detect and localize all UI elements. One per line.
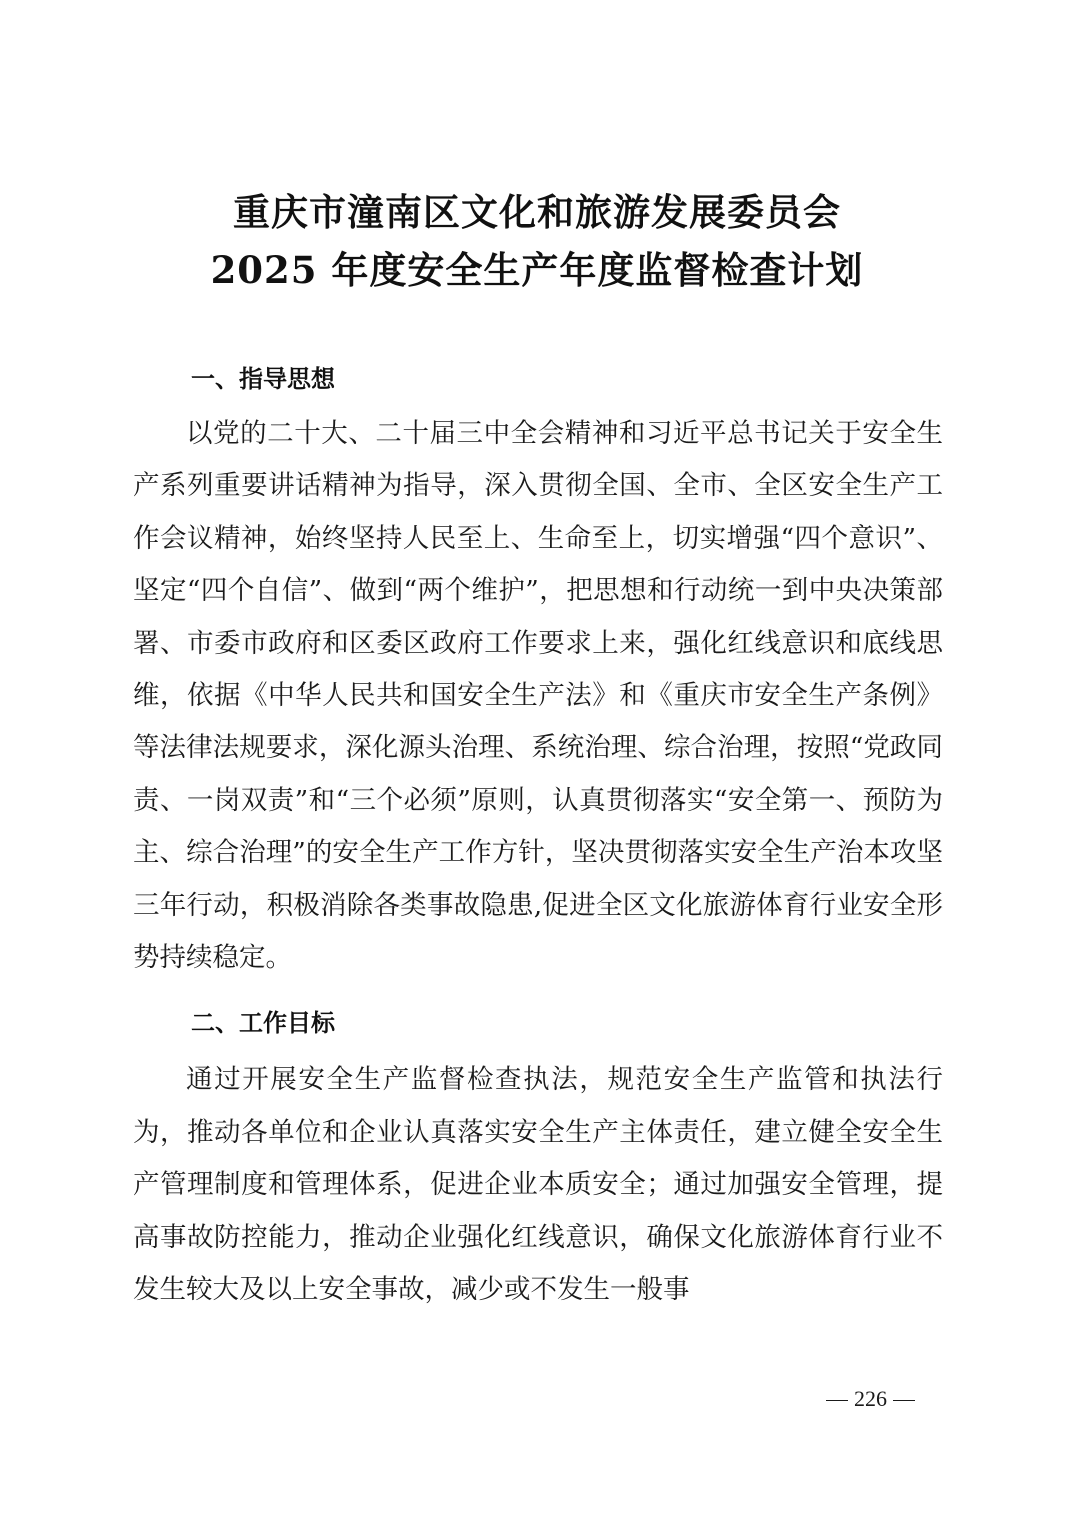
section-heading-work-goals: 二、工作目标 [191,1009,335,1038]
section-paragraph-work-goals: 通过开展安全生产监督检查执法，规范安全生产监管和执法行为，推动各单位和企业认真落实安全生产主体责任，建立健全安全生产管理制度和管理体系，促进企业本质安全；通过加强安全管理，提高事故防控能力，推动企业强化红线意识，确保文化旅游体育行业不发生较大及以上安全事故，减少或不发生一般事 [133,1064,943,1306]
page-number [820,1383,960,1415]
document-body [133,356,943,1317]
page-number-value: 226 [854,1386,887,1411]
document-title [0,183,1074,299]
page-number-dash-right [893,1400,915,1401]
title-line-2: 2025 年度安全生产年度监督检查计划 [210,248,864,292]
section-heading-guiding-ideology: 一、指导思想 [191,365,335,393]
title-line-1: 重庆市潼南区文化和旅游发展委员会 [233,190,841,234]
section-paragraph-guiding-ideology: 以党的二十大、二十届三中全会精神和习近平总书记关于安全生产系列重要讲话精神为指导，深入贯彻全国、全市、全区安全生产工作会议精神，始终坚持人民至上、生命至上，切实增强“四个意识”、坚定“四个自信”、做到“两个维护”，把思想和行动统一到中央决策部署、市委市政府和区委区政府工作要求上来，强化红线意识和底线思维，依据《中华人民共和国安全生产法》和《重庆市安全生产条例》等法律法规要求，深化源头治理、系统治理、综合治理，按照“党政同责、一岗双责”和“三个必须”原则，认真贯彻落实“安全第一、预防为主、综合治理”的安全生产工作方针，坚决贯彻落实安全生产治本攻坚三年行动，积极消除各类事故隐患,促进全区文化旅游体育行业安全形势持续稳定。 [133,418,943,974]
page-number-dash-left [826,1400,848,1401]
